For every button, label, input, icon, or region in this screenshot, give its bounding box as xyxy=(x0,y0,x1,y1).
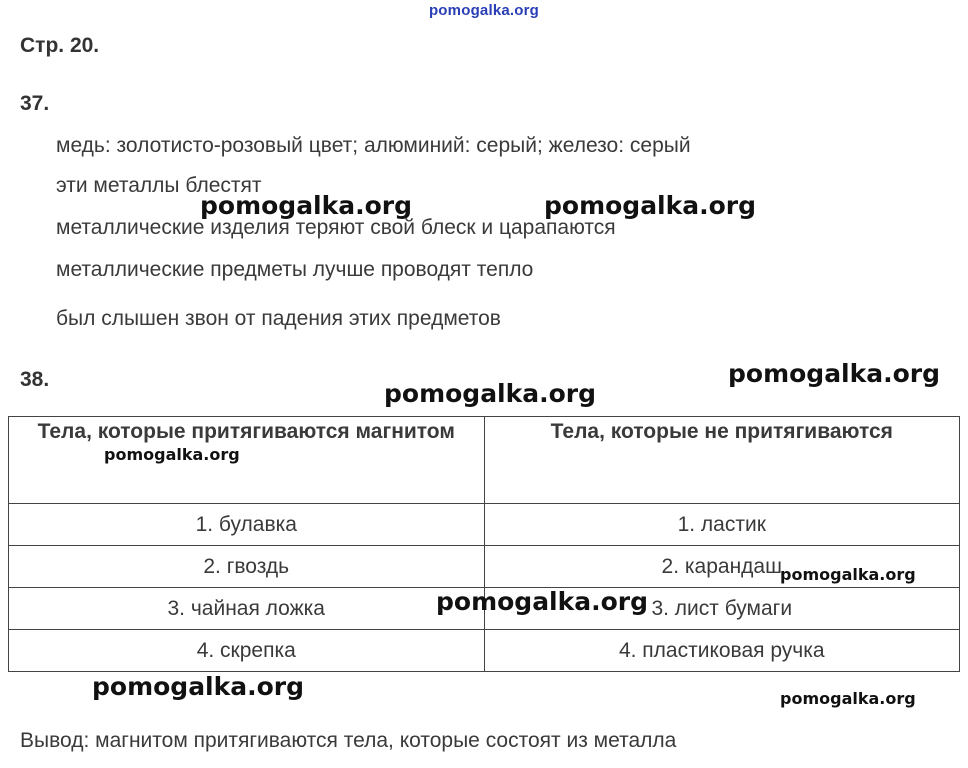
task-37-answer-line-4: металлические предметы лучше проводят тепло xyxy=(56,258,534,281)
table-cell: 1. ластик xyxy=(484,504,960,546)
watermark: pomogalka.org xyxy=(544,191,757,220)
task-37-answer-line-5: был слышен звон от падения этих предметов xyxy=(56,307,501,330)
table-row xyxy=(9,504,960,546)
task-37-answer-line-3: металлические изделия теряют свой блеск и царапаются xyxy=(56,216,616,239)
table-cell: 4. пластиковая ручка xyxy=(484,630,960,672)
watermark: pomogalka.org xyxy=(780,565,916,584)
conclusion-text: Вывод: магнитом притягиваются тела, которые состоят из металла xyxy=(20,729,677,752)
table-row xyxy=(9,630,960,672)
watermark: pomogalka.org xyxy=(92,672,305,701)
watermark: pomogalka.org xyxy=(200,191,413,220)
table-cell: 2. гвоздь xyxy=(9,546,485,588)
site-header-watermark: pomogalka.org xyxy=(428,2,540,19)
task-37-answer-line-1: медь: золотисто-розовый цвет; алюминий: серый; железо: серый xyxy=(56,134,691,157)
page-reference: Стр. 20. xyxy=(20,34,100,57)
task-38-number: 38. xyxy=(20,368,50,391)
watermark: pomogalka.org xyxy=(728,359,941,388)
watermark: pomogalka.org xyxy=(104,445,240,464)
table-cell: 3. лист бумаги xyxy=(484,588,960,630)
table-cell: 4. скрепка xyxy=(9,630,485,672)
watermark: pomogalka.org xyxy=(436,587,649,616)
table-cell: 1. булавка xyxy=(9,504,485,546)
header-attracted: Тела, которые притягиваются магнитом xyxy=(9,417,485,504)
watermark: pomogalka.org xyxy=(384,379,597,408)
task-37-answer-line-2: эти металлы блестят xyxy=(56,174,262,197)
table-cell: 3. чайная ложка xyxy=(9,588,485,630)
task-37-number: 37. xyxy=(20,92,50,115)
watermark: pomogalka.org xyxy=(780,689,916,708)
header-not-attracted: Тела, которые не притягиваются xyxy=(484,417,960,504)
table-cell: 2. карандаш xyxy=(484,546,960,588)
